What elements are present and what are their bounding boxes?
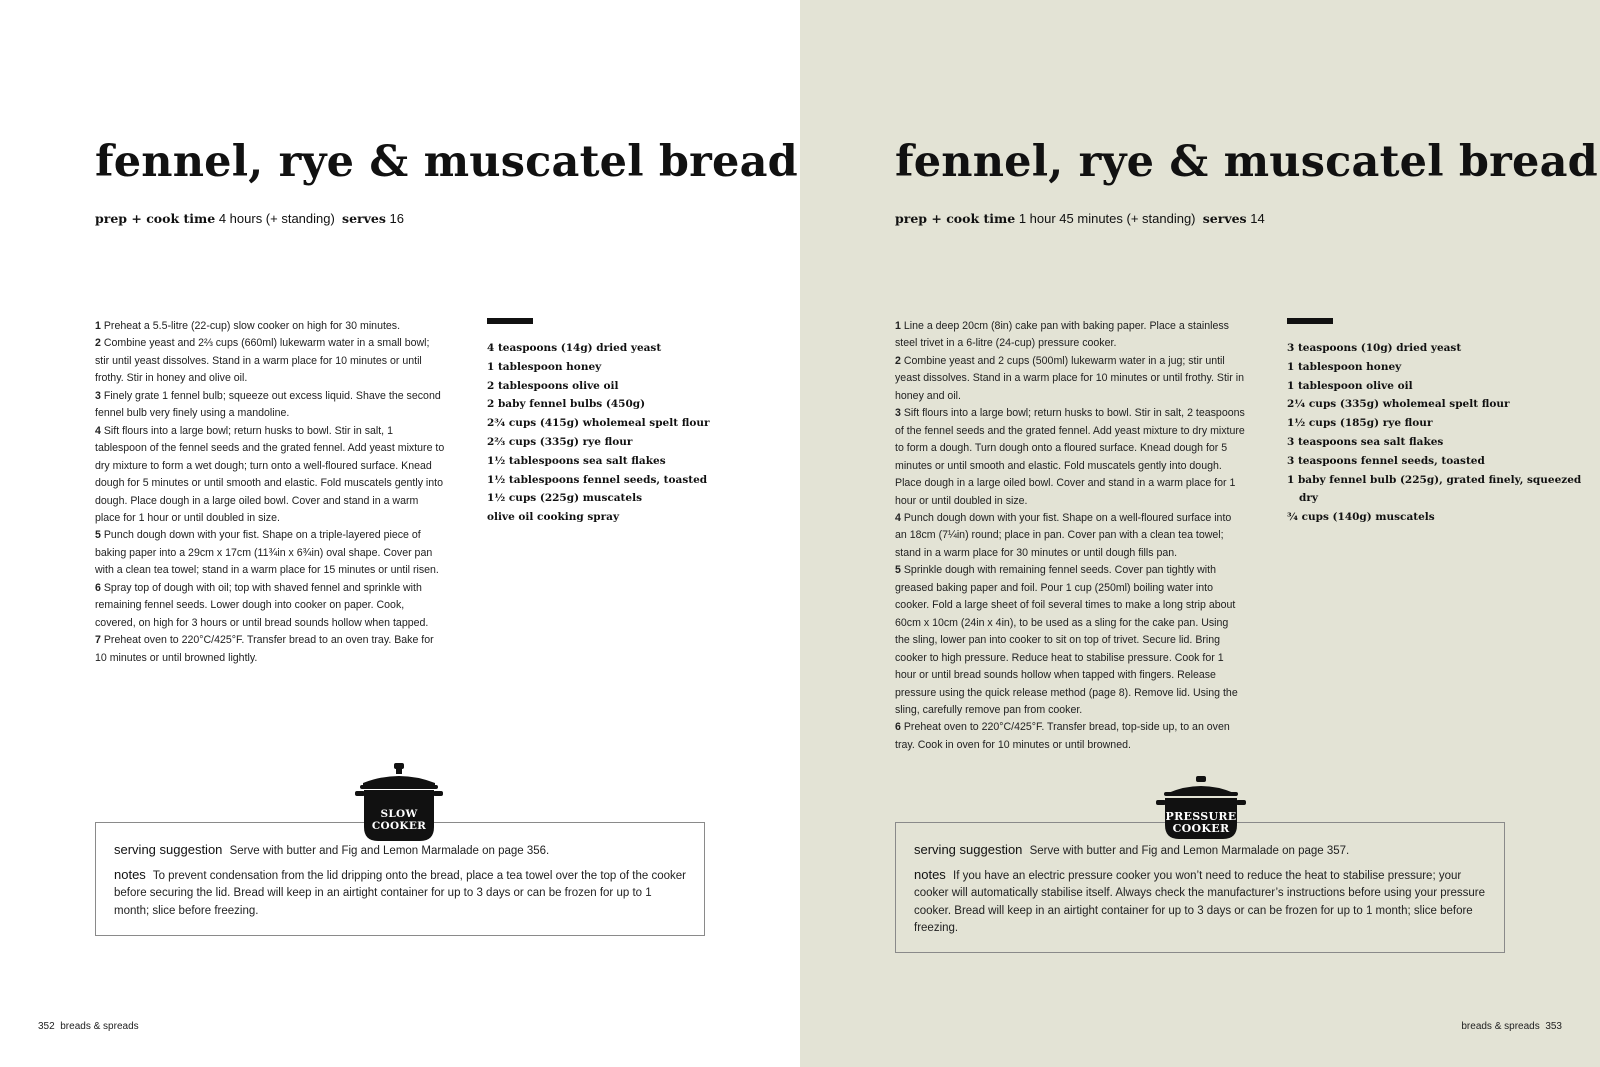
method-step: 6 Preheat oven to 220°C/425°F. Transfer bread, top-side up, to an oven tray. Cook in oven for 10 minutes or until browned. — [895, 721, 1230, 751]
footer-left — [38, 1021, 139, 1032]
ingredient-item: 1 baby fennel bulb (225g), grated finely, squeezed dry — [1287, 473, 1582, 505]
pressure-cooker-badge — [1156, 775, 1246, 841]
method-step: 4 Punch dough down with your fist. Shape on a well-floured surface into an 18cm (7¼in) round; place in pan. Cover pan with a clean tea towel; stand in a warm place for 30 minutes or until dough fills pan. — [895, 511, 1232, 559]
recipe-title: fennel, rye & muscatel bread — [895, 137, 1598, 187]
method-step: 6 Spray top of dough with oil; top with shaved fennel and sprinkle with remaining fennel seeds. Lower dough into cooker on paper. Cook, covered, on high for 3 hours or until bread sounds hollow when tapped. — [95, 581, 429, 629]
badge-label: SLOW COOKER — [371, 808, 427, 832]
ingredient-item: olive oil cooking spray — [487, 511, 620, 524]
page-number: 353 — [1545, 1021, 1562, 1032]
recipe-meta — [95, 211, 404, 226]
prep-label: prep + cook time — [895, 211, 1016, 226]
ingredient-item: 1 tablespoon honey — [1287, 360, 1402, 373]
badge-label: PRESSURE COOKER — [1165, 810, 1237, 835]
page-number: 352 — [38, 1021, 55, 1032]
method-step: 3 Finely grate 1 fennel bulb; squeeze out excess liquid. Shave the second fennel bulb very finely using a mandoline. — [95, 389, 441, 420]
notes: notes If you have an electric pressure cooker you won’t need to reduce the heat to stabilise pressure; your cooker will automatically stabilise itself. Always check the manufacturer’s instructions before using your pressure cooker. Bread will keep in an airtight container for up to 3 days or can be frozen for up to 1 month; slice before freezing. — [914, 866, 1485, 934]
ingredient-item: 2 baby fennel bulbs (450g) — [487, 398, 646, 411]
serving-suggestion: serving suggestion Serve with butter and Fig and Lemon Marmalade on page 356. — [114, 842, 550, 857]
recipe-title: fennel, rye & muscatel bread — [95, 137, 798, 187]
serves-value: 16 — [389, 211, 404, 226]
ingredient-item: 2 tablespoons olive oil — [487, 379, 619, 392]
method-step: 1 Preheat a 5.5-litre (22-cup) slow cooker on high for 30 minutes. — [95, 320, 401, 332]
serves-label: serves — [342, 211, 386, 226]
ingredients-list — [1287, 339, 1587, 527]
serving-suggestion: serving suggestion Serve with butter and Fig and Lemon Marmalade on page 357. — [914, 842, 1350, 857]
prep-value: 1 hour 45 minutes (+ standing) — [1018, 211, 1196, 226]
serving-suggestion-label: serving suggestion — [914, 842, 1023, 857]
method-steps — [95, 318, 445, 667]
method-step: 3 Sift flours into a large bowl; return husks to bowl. Stir in salt, 2 teaspoons of the fennel seeds and the grated fennel. Add yeast mixture to dry mixture to form a dough. Turn dough onto a floured surface. Knead dough for 5 minutes or until smooth and elastic. Fold muscatels gently into dough. Place dough in a large oiled bowl. Cover and stand in a warm place for 1 hour or until doubled in size. — [895, 407, 1245, 507]
ingredients-list — [487, 339, 787, 527]
footer-right — [1461, 1021, 1562, 1032]
method-step: 2 Combine yeast and 2 cups (500ml) lukewarm water in a jug; stir until yeast dissolves. Stand in a warm place for 10 minutes or until frothy. Stir in honey and oil. — [895, 354, 1244, 402]
section-name: breads & spreads — [1461, 1021, 1540, 1032]
method-step: 5 Sprinkle dough with remaining fennel seeds. Cover pan tightly with greased baking paper and foil. Pour 1 cup (250ml) boiling water into cooker. Fold a large sheet of foil several times to make a long strip about 60cm x 10cm (24in x 4in), to be used as a sling for the cake pan. Using the sling, lower pan into cooker to sit on top of trivet. Secure lid. Bring cooker to high pressure. Reduce heat to stabilise pressure. Cook for 1 hour or until bread sounds hollow when tapped with fingers. Release pressure using the quick release method (page 8). Remove lid. Using the sling, carefully remove pan from cooker. — [895, 564, 1238, 716]
method-step: 2 Combine yeast and 2⅔ cups (660ml) lukewarm water in a small bowl; stir until yeast dissolves. Stand in a warm place for 10 minutes or until frothy. Stir in honey and olive oil. — [95, 337, 430, 385]
ingredient-item: 3 teaspoons sea salt flakes — [1287, 435, 1444, 448]
ingredient-item: ¾ cups (140g) muscatels — [1287, 511, 1435, 524]
notes-label: notes — [114, 866, 146, 882]
ingredient-item: 1 tablespoon honey — [487, 360, 602, 373]
prep-value: 4 hours (+ standing) — [218, 211, 335, 226]
prep-label: prep + cook time — [95, 211, 216, 226]
method-step: 7 Preheat oven to 220°C/425°F. Transfer bread to an oven tray. Bake for 10 minutes or until browned lightly. — [95, 634, 434, 664]
method-step: 5 Punch dough down with your fist. Shape on a triple-layered piece of baking paper into a 29cm x 17cm (11¾in x 6¾in) oval shape. Cover pan with a clean tea towel; stand in a warm place for 15 minutes or until risen. — [95, 529, 439, 577]
serves-label: serves — [1202, 211, 1247, 226]
ingredient-item: 1 tablespoon olive oil — [1287, 379, 1413, 392]
ingredient-item: 1½ cups (225g) muscatels — [487, 492, 642, 505]
ingredient-item: 3 teaspoons (10g) dried yeast — [1287, 342, 1462, 354]
right-page — [800, 0, 1600, 1067]
method-step: 1 Line a deep 20cm (8in) cake pan with baking paper. Place a stainless steel trivet in a 6-litre (24-cup) pressure cooker. — [895, 320, 1229, 350]
ingredient-item: 3 teaspoons fennel seeds, toasted — [1287, 454, 1485, 467]
notes-box — [895, 822, 1505, 953]
method-steps — [895, 318, 1245, 754]
recipe-meta — [895, 211, 1265, 226]
ingredient-item: 2⅔ cups (335g) rye flour — [487, 435, 633, 448]
notes: notes To prevent condensation from the lid dripping onto the bread, place a tea towel over the top of the cooker before securing the lid. Bread will keep in an airtight container for up to 3 days or can be frozen for up to 1 month; slice before freezing. — [114, 866, 686, 917]
slow-cooker-badge — [355, 761, 443, 843]
ingredient-item: 4 teaspoons (14g) dried yeast — [487, 342, 662, 354]
ingredients-divider — [487, 318, 533, 324]
ingredient-item: 1½ tablespoons fennel seeds, toasted — [487, 473, 708, 486]
serves-value: 14 — [1250, 211, 1265, 226]
ingredient-item: 1½ cups (185g) rye flour — [1287, 417, 1433, 430]
ingredient-item: 2¾ cups (415g) wholemeal spelt flour — [487, 417, 710, 430]
ingredient-item: 2¼ cups (335g) wholemeal spelt flour — [1287, 398, 1510, 411]
serving-suggestion-label: serving suggestion — [114, 842, 223, 857]
ingredient-item: 1½ tablespoons sea salt flakes — [487, 454, 666, 467]
notes-label: notes — [914, 866, 946, 882]
method-step: 4 Sift flours into a large bowl; return husks to bowl. Stir in salt, 1 tablespoon of the fennel seeds and the grated fennel. Add yeast mixture to dry mixture to form a wet dough; turn onto a well-floured surface. Knead dough for 5 minutes or until smooth and elastic. Fold muscatels gently into dough. Place dough in a large oiled bowl. Cover and stand in a warm place for 1 hour or until doubled in size. — [95, 424, 445, 524]
ingredients-divider — [1287, 318, 1333, 324]
section-name: breads & spreads — [60, 1021, 139, 1032]
